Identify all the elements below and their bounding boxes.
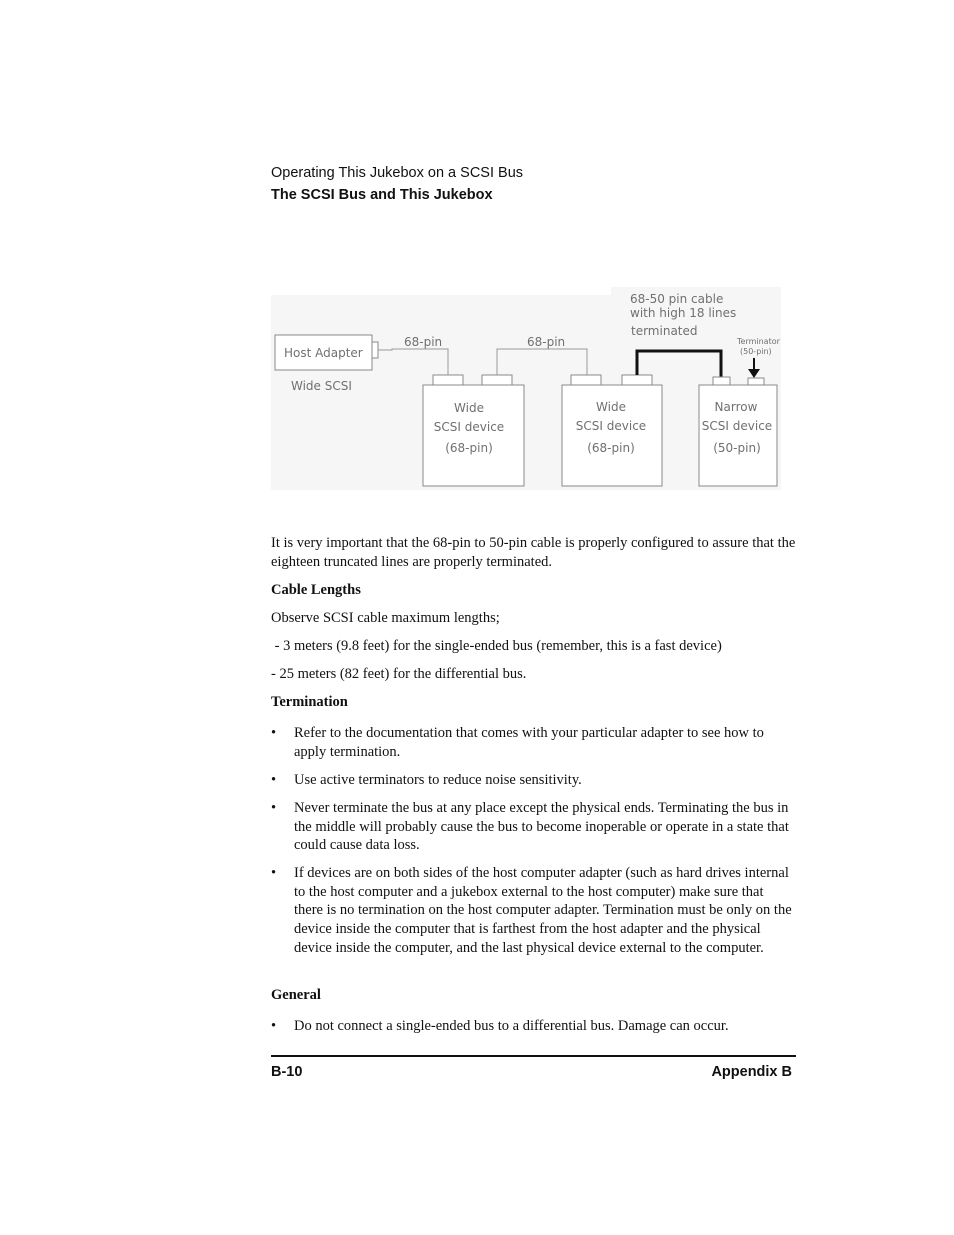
length-differential: - 25 meters (82 feet) for the differential bus. [271,666,527,682]
terminator-label-line2: (50-pin) [740,347,772,356]
running-header-section: The SCSI Bus and This Jukebox [271,187,493,203]
device2-line2: SCSI device [575,419,647,433]
wide-scsi-label: Wide SCSI [291,379,352,393]
footer-rule [271,1055,796,1057]
bullet-icon: • [271,1018,277,1034]
cable-note-line1: 68-50 pin cable [630,292,724,306]
general-heading: General [271,987,321,1003]
cable-lengths-heading: Cable Lengths [271,582,361,598]
device2-line1: Wide [596,400,626,414]
scsi-bus-diagram [271,287,781,490]
device1-line2: SCSI device [433,420,505,434]
termination-heading: Termination [271,694,348,710]
host-adapter-label: Host Adapter [284,346,363,360]
device1-line1: Wide [454,401,484,415]
bullet-icon: • [271,865,277,881]
device1-connector-out [482,375,512,385]
device1-line3: (68-pin) [445,441,493,455]
cable-note-line3: terminated [631,324,698,338]
list-item-text: Use active terminators to reduce noise sensitivity. [294,772,582,788]
device3-line1: Narrow [714,400,758,414]
cable-note-line2: with high 18 lines [630,306,737,320]
device3-line2: SCSI device [701,419,773,433]
bullet-icon: • [271,725,277,741]
diagram-bg-notch [271,287,611,295]
intro-paragraph: It is very important that the 68-pin to 50-pin cable is properly configured to assure that the eighteen truncated lines are properly terminated. [271,535,796,570]
page-number: B-10 [271,1064,303,1080]
bullet-icon: • [271,800,277,816]
list-item-text: Never terminate the bus at any place except the physical ends. Terminating the bus in the middle will probably cause the bus to become inoperable or operate in a state that could cause data loss. [294,800,789,854]
cable-label-68pin-2: 68-pin [527,335,566,349]
cable-label-68pin-1: 68-pin [404,335,443,349]
list-item-text: Refer to the documentation that comes with your particular adapter to see how to apply termination. [294,725,764,760]
length-single-ended: - 3 meters (9.8 feet) for the single-ended bus (remember, this is a fast device) [271,638,722,654]
appendix-label: Appendix B [711,1064,792,1080]
device1-connector-in [433,375,463,385]
list-item-text: If devices are on both sides of the host computer adapter (such as hard drives internal to the host computer and a jukebox external to the host computer) make sure that there is no termination on the host computer adapter. Termination must be only on the device inside the computer that is farthest from the host adapter and the physical device inside the computer, and the last physical device external to the computer. [294,865,792,956]
device3-connector-in [713,377,730,385]
list-item-text: Do not connect a single-ended bus to a differential bus. Damage can occur. [294,1018,729,1034]
device2-connector-out [622,375,652,385]
device2-connector-in [571,375,601,385]
device2-line3: (68-pin) [587,441,635,455]
bullet-icon: • [271,772,277,788]
device3-line3: (50-pin) [713,441,761,455]
terminator-label-line1: Terminator [737,337,780,346]
device3-terminator [748,378,764,385]
host-adapter-connector [372,342,378,358]
running-header-chapter: Operating This Jukebox on a SCSI Bus [271,165,524,181]
cable-lengths-intro: Observe SCSI cable maximum lengths; [271,610,500,626]
